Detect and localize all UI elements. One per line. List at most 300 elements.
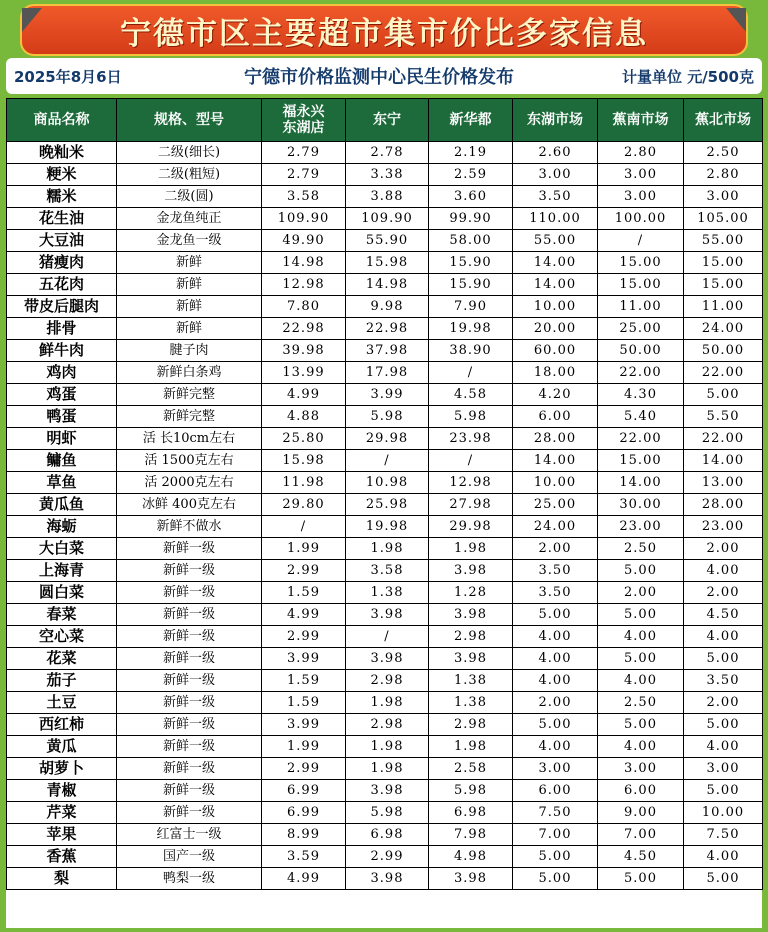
- product-name-cell: 鸡肉: [7, 362, 117, 384]
- price-table: [6, 98, 763, 890]
- price-cell: /: [346, 626, 429, 648]
- price-cell: 4.50: [598, 846, 684, 868]
- price-cell: 4.00: [513, 648, 598, 670]
- price-cell: 14.00: [513, 252, 598, 274]
- price-cell: 1.38: [429, 692, 513, 714]
- spec-cell: 新鲜一级: [117, 736, 262, 758]
- table-row: [7, 318, 763, 340]
- spec-cell: 红富士一级: [117, 824, 262, 846]
- price-cell: 3.59: [262, 846, 346, 868]
- price-cell: 5.00: [598, 604, 684, 626]
- price-cell: 7.90: [429, 296, 513, 318]
- price-cell: 2.80: [684, 164, 763, 186]
- price-cell: 13.00: [684, 472, 763, 494]
- product-name-cell: 梨: [7, 868, 117, 890]
- price-cell: 4.00: [598, 736, 684, 758]
- price-cell: 15.00: [598, 252, 684, 274]
- table-row: [7, 846, 763, 868]
- spec-cell: 二级(粗短): [117, 164, 262, 186]
- table-row: [7, 494, 763, 516]
- banner-fold-right: [726, 8, 746, 32]
- price-cell: 37.98: [346, 340, 429, 362]
- table-row: [7, 868, 763, 890]
- price-cell: 23.00: [684, 516, 763, 538]
- price-cell: 22.00: [684, 362, 763, 384]
- column-header: [346, 99, 429, 142]
- price-cell: 3.00: [598, 758, 684, 780]
- table-row: [7, 208, 763, 230]
- price-cell: 6.98: [346, 824, 429, 846]
- price-cell: 1.59: [262, 582, 346, 604]
- spec-cell: 鸭梨一级: [117, 868, 262, 890]
- price-cell: 100.00: [598, 208, 684, 230]
- price-cell: 3.98: [429, 868, 513, 890]
- price-cell: 2.99: [262, 560, 346, 582]
- spec-cell: 新鲜一级: [117, 648, 262, 670]
- price-cell: 14.00: [513, 450, 598, 472]
- price-cell: /: [262, 516, 346, 538]
- price-cell: 3.99: [346, 384, 429, 406]
- price-cell: 5.98: [429, 780, 513, 802]
- price-cell: 1.98: [346, 692, 429, 714]
- price-cell: 2.79: [262, 142, 346, 164]
- price-cell: 39.98: [262, 340, 346, 362]
- price-cell: 5.00: [513, 604, 598, 626]
- price-cell: 4.98: [429, 846, 513, 868]
- price-cell: 5.00: [684, 384, 763, 406]
- table-body: [7, 142, 763, 890]
- price-cell: 19.98: [346, 516, 429, 538]
- price-cell: 15.90: [429, 274, 513, 296]
- price-cell: 4.00: [513, 670, 598, 692]
- table-row: [7, 780, 763, 802]
- price-cell: 22.00: [684, 428, 763, 450]
- price-cell: 4.00: [598, 670, 684, 692]
- product-name-cell: 排骨: [7, 318, 117, 340]
- price-cell: 3.00: [513, 164, 598, 186]
- spec-cell: 新鲜一级: [117, 758, 262, 780]
- price-cell: 2.50: [684, 142, 763, 164]
- price-cell: 4.50: [684, 604, 763, 626]
- price-cell: 28.00: [684, 494, 763, 516]
- column-header: [429, 99, 513, 142]
- price-cell: 3.98: [346, 868, 429, 890]
- spec-cell: 二级(圆): [117, 186, 262, 208]
- price-cell: 5.00: [684, 868, 763, 890]
- table-row: [7, 296, 763, 318]
- price-cell: 4.88: [262, 406, 346, 428]
- price-cell: 9.98: [346, 296, 429, 318]
- price-cell: 23.00: [598, 516, 684, 538]
- price-cell: 11.00: [598, 296, 684, 318]
- table-row: [7, 538, 763, 560]
- price-cell: 9.00: [598, 802, 684, 824]
- price-cell: 18.00: [513, 362, 598, 384]
- column-header-line: 东湖店: [282, 120, 325, 136]
- price-cell: 2.19: [429, 142, 513, 164]
- price-cell: 3.50: [513, 186, 598, 208]
- spec-cell: 新鲜一级: [117, 692, 262, 714]
- table-row: [7, 142, 763, 164]
- price-cell: 1.38: [346, 582, 429, 604]
- price-cell: 1.59: [262, 670, 346, 692]
- price-cell: 3.98: [346, 648, 429, 670]
- product-name-cell: 春菜: [7, 604, 117, 626]
- price-cell: 3.00: [513, 758, 598, 780]
- page-title: 宁德市区主要超市集市价比多家信息: [120, 15, 648, 52]
- product-name-cell: 鳙鱼: [7, 450, 117, 472]
- product-name-cell: 明虾: [7, 428, 117, 450]
- spec-cell: 新鲜一级: [117, 582, 262, 604]
- spec-cell: 新鲜完整: [117, 384, 262, 406]
- price-cell: 4.99: [262, 384, 346, 406]
- table-row: [7, 604, 763, 626]
- spec-cell: 腱子肉: [117, 340, 262, 362]
- price-cell: 6.00: [513, 780, 598, 802]
- table-row: [7, 274, 763, 296]
- price-cell: 5.00: [598, 560, 684, 582]
- price-cell: 6.00: [513, 406, 598, 428]
- price-cell: 27.98: [429, 494, 513, 516]
- price-cell: 3.58: [346, 560, 429, 582]
- table-row: [7, 428, 763, 450]
- spec-cell: 新鲜一级: [117, 714, 262, 736]
- price-cell: 2.50: [598, 538, 684, 560]
- price-cell: 28.00: [513, 428, 598, 450]
- price-cell: 5.00: [513, 868, 598, 890]
- column-header: [684, 99, 763, 142]
- product-name-cell: 茄子: [7, 670, 117, 692]
- price-cell: 17.98: [346, 362, 429, 384]
- price-cell: 29.80: [262, 494, 346, 516]
- product-name-cell: 圆白菜: [7, 582, 117, 604]
- price-cell: 1.28: [429, 582, 513, 604]
- product-name-cell: 黄瓜: [7, 736, 117, 758]
- price-cell: 12.98: [262, 274, 346, 296]
- column-header: [598, 99, 684, 142]
- product-name-cell: 土豆: [7, 692, 117, 714]
- spec-cell: 新鲜一级: [117, 560, 262, 582]
- spec-cell: 新鲜不做水: [117, 516, 262, 538]
- column-header-line: 福永兴: [282, 104, 325, 120]
- price-cell: 2.98: [346, 714, 429, 736]
- price-cell: 20.00: [513, 318, 598, 340]
- price-cell: 15.90: [429, 252, 513, 274]
- price-cell: 23.98: [429, 428, 513, 450]
- price-cell: 22.00: [598, 428, 684, 450]
- product-name-cell: 西红柿: [7, 714, 117, 736]
- price-cell: 6.00: [598, 780, 684, 802]
- spec-cell: 新鲜: [117, 252, 262, 274]
- price-cell: 3.98: [346, 604, 429, 626]
- price-cell: /: [429, 362, 513, 384]
- price-table-container: [6, 98, 762, 928]
- price-cell: 8.99: [262, 824, 346, 846]
- price-cell: 3.00: [598, 164, 684, 186]
- table-row: [7, 406, 763, 428]
- price-cell: 10.00: [513, 472, 598, 494]
- price-cell: 7.50: [684, 824, 763, 846]
- price-cell: 6.98: [429, 802, 513, 824]
- price-cell: 11.00: [684, 296, 763, 318]
- price-cell: 6.99: [262, 802, 346, 824]
- price-cell: 2.78: [346, 142, 429, 164]
- spec-cell: 新鲜: [117, 274, 262, 296]
- price-cell: 3.98: [429, 560, 513, 582]
- price-cell: 1.98: [346, 736, 429, 758]
- table-header-row: [7, 99, 763, 142]
- price-cell: 24.00: [513, 516, 598, 538]
- column-header-line: 蕉南市场: [612, 112, 669, 128]
- price-cell: 1.59: [262, 692, 346, 714]
- price-cell: 2.99: [262, 758, 346, 780]
- table-row: [7, 340, 763, 362]
- spec-cell: 二级(细长): [117, 142, 262, 164]
- price-cell: 3.98: [429, 648, 513, 670]
- price-cell: 3.50: [684, 670, 763, 692]
- price-cell: 3.50: [513, 582, 598, 604]
- price-cell: 15.98: [346, 252, 429, 274]
- price-cell: 110.00: [513, 208, 598, 230]
- table-row: [7, 164, 763, 186]
- product-name-cell: 花菜: [7, 648, 117, 670]
- table-row: [7, 186, 763, 208]
- price-cell: 2.50: [598, 692, 684, 714]
- price-cell: 4.00: [513, 626, 598, 648]
- price-cell: 3.50: [513, 560, 598, 582]
- spec-cell: 冰鲜 400克左右: [117, 494, 262, 516]
- price-cell: 3.99: [262, 714, 346, 736]
- price-cell: 5.98: [429, 406, 513, 428]
- table-row: [7, 472, 763, 494]
- price-cell: 2.99: [262, 626, 346, 648]
- column-header-line: 规格、型号: [154, 112, 224, 128]
- price-cell: 15.00: [598, 274, 684, 296]
- price-cell: 2.00: [513, 538, 598, 560]
- spec-cell: 新鲜一级: [117, 780, 262, 802]
- price-cell: 2.60: [513, 142, 598, 164]
- price-cell: 2.00: [598, 582, 684, 604]
- price-cell: 15.00: [684, 252, 763, 274]
- table-row: [7, 362, 763, 384]
- price-cell: 58.00: [429, 230, 513, 252]
- price-cell: 2.98: [429, 714, 513, 736]
- price-cell: 5.50: [684, 406, 763, 428]
- product-name-cell: 五花肉: [7, 274, 117, 296]
- price-cell: 14.00: [513, 274, 598, 296]
- spec-cell: 新鲜一级: [117, 538, 262, 560]
- price-cell: 109.90: [346, 208, 429, 230]
- price-cell: 7.00: [598, 824, 684, 846]
- price-cell: 2.99: [346, 846, 429, 868]
- price-cell: 4.99: [262, 604, 346, 626]
- product-name-cell: 大豆油: [7, 230, 117, 252]
- price-cell: 55.00: [684, 230, 763, 252]
- price-cell: 2.59: [429, 164, 513, 186]
- column-header-line: 东湖市场: [527, 112, 583, 128]
- price-cell: 13.99: [262, 362, 346, 384]
- table-row: [7, 626, 763, 648]
- price-cell: 3.98: [346, 780, 429, 802]
- price-cell: 5.40: [598, 406, 684, 428]
- spec-cell: 新鲜一级: [117, 670, 262, 692]
- price-cell: 7.80: [262, 296, 346, 318]
- spec-cell: 金龙鱼一级: [117, 230, 262, 252]
- price-cell: 4.20: [513, 384, 598, 406]
- price-cell: 60.00: [513, 340, 598, 362]
- table-row: [7, 582, 763, 604]
- price-cell: 29.98: [429, 516, 513, 538]
- product-name-cell: 粳米: [7, 164, 117, 186]
- column-header: [513, 99, 598, 142]
- price-cell: 50.00: [684, 340, 763, 362]
- price-cell: 5.00: [598, 714, 684, 736]
- price-cell: 2.98: [429, 626, 513, 648]
- price-cell: 7.98: [429, 824, 513, 846]
- price-cell: 3.58: [262, 186, 346, 208]
- price-cell: 1.98: [429, 538, 513, 560]
- product-name-cell: 糯米: [7, 186, 117, 208]
- price-cell: 29.98: [346, 428, 429, 450]
- product-name-cell: 上海青: [7, 560, 117, 582]
- table-row: [7, 802, 763, 824]
- column-header: [262, 99, 346, 142]
- price-cell: 5.00: [598, 868, 684, 890]
- price-cell: 50.00: [598, 340, 684, 362]
- price-cell: 2.79: [262, 164, 346, 186]
- publisher: 宁德市价格监测中心民生价格发布: [244, 67, 514, 88]
- price-cell: 3.98: [429, 604, 513, 626]
- table-row: [7, 824, 763, 846]
- price-cell: 3.00: [598, 186, 684, 208]
- price-cell: 4.30: [598, 384, 684, 406]
- product-name-cell: 鸭蛋: [7, 406, 117, 428]
- product-name-cell: 猪瘦肉: [7, 252, 117, 274]
- price-cell: 7.50: [513, 802, 598, 824]
- product-name-cell: 花生油: [7, 208, 117, 230]
- price-cell: 1.38: [429, 670, 513, 692]
- price-cell: 99.90: [429, 208, 513, 230]
- price-cell: 12.98: [429, 472, 513, 494]
- table-row: [7, 450, 763, 472]
- spec-cell: 新鲜一级: [117, 604, 262, 626]
- spec-cell: 国产一级: [117, 846, 262, 868]
- product-name-cell: 鸡蛋: [7, 384, 117, 406]
- table-row: [7, 252, 763, 274]
- price-cell: 6.99: [262, 780, 346, 802]
- price-cell: 2.98: [346, 670, 429, 692]
- product-name-cell: 带皮后腿肉: [7, 296, 117, 318]
- price-cell: 5.00: [684, 714, 763, 736]
- price-cell: 5.00: [513, 714, 598, 736]
- price-cell: /: [429, 450, 513, 472]
- price-cell: 5.00: [598, 648, 684, 670]
- price-cell: 25.00: [598, 318, 684, 340]
- table-row: [7, 230, 763, 252]
- table-row: [7, 714, 763, 736]
- price-cell: 2.80: [598, 142, 684, 164]
- table-row: [7, 758, 763, 780]
- price-cell: 2.00: [684, 692, 763, 714]
- product-name-cell: 草鱼: [7, 472, 117, 494]
- price-cell: 25.98: [346, 494, 429, 516]
- info-bar: [6, 58, 762, 94]
- product-name-cell: 海蛎: [7, 516, 117, 538]
- price-cell: 3.60: [429, 186, 513, 208]
- column-header-line: 商品名称: [33, 112, 90, 128]
- product-name-cell: 大白菜: [7, 538, 117, 560]
- price-cell: 4.00: [684, 560, 763, 582]
- price-cell: 4.00: [513, 736, 598, 758]
- spec-cell: 新鲜: [117, 296, 262, 318]
- spec-cell: 金龙鱼纯正: [117, 208, 262, 230]
- title-banner: [20, 4, 748, 56]
- publish-date: 2025年8月6日: [14, 67, 122, 86]
- column-header-line: 东宁: [373, 112, 401, 128]
- price-cell: 4.58: [429, 384, 513, 406]
- spec-cell: 新鲜一级: [117, 802, 262, 824]
- price-cell: 1.99: [262, 538, 346, 560]
- price-cell: /: [598, 230, 684, 252]
- column-header-line: 蕉北市场: [695, 112, 751, 128]
- price-cell: 10.98: [346, 472, 429, 494]
- price-cell: 3.38: [346, 164, 429, 186]
- product-name-cell: 芹菜: [7, 802, 117, 824]
- price-cell: 19.98: [429, 318, 513, 340]
- column-header: [7, 99, 117, 142]
- price-cell: 5.98: [346, 802, 429, 824]
- price-cell: 7.00: [513, 824, 598, 846]
- banner-fold-left: [22, 8, 42, 32]
- spec-cell: 活 2000克左右: [117, 472, 262, 494]
- price-cell: 3.99: [262, 648, 346, 670]
- price-cell: 22.98: [346, 318, 429, 340]
- price-cell: 2.58: [429, 758, 513, 780]
- spec-cell: 新鲜完整: [117, 406, 262, 428]
- price-cell: 4.00: [684, 736, 763, 758]
- price-cell: 10.00: [513, 296, 598, 318]
- price-cell: 15.98: [262, 450, 346, 472]
- price-cell: 4.99: [262, 868, 346, 890]
- product-name-cell: 香蕉: [7, 846, 117, 868]
- table-row: [7, 692, 763, 714]
- price-cell: 105.00: [684, 208, 763, 230]
- price-cell: 25.80: [262, 428, 346, 450]
- price-cell: /: [346, 450, 429, 472]
- price-cell: 4.00: [684, 846, 763, 868]
- price-cell: 38.90: [429, 340, 513, 362]
- product-name-cell: 晚籼米: [7, 142, 117, 164]
- price-cell: 5.00: [513, 846, 598, 868]
- spec-cell: 新鲜白条鸡: [117, 362, 262, 384]
- price-cell: 15.00: [684, 274, 763, 296]
- price-cell: 11.98: [262, 472, 346, 494]
- column-header-line: 新华都: [449, 112, 492, 128]
- product-name-cell: 胡萝卜: [7, 758, 117, 780]
- price-cell: 55.00: [513, 230, 598, 252]
- price-cell: 4.00: [684, 626, 763, 648]
- price-cell: 5.98: [346, 406, 429, 428]
- price-cell: 3.00: [684, 758, 763, 780]
- table-row: [7, 384, 763, 406]
- price-cell: 1.99: [262, 736, 346, 758]
- table-row: [7, 516, 763, 538]
- table-row: [7, 670, 763, 692]
- price-cell: 22.98: [262, 318, 346, 340]
- unit-label: 计量单位 元/500克: [621, 67, 754, 86]
- price-cell: 1.98: [346, 758, 429, 780]
- table-row: [7, 736, 763, 758]
